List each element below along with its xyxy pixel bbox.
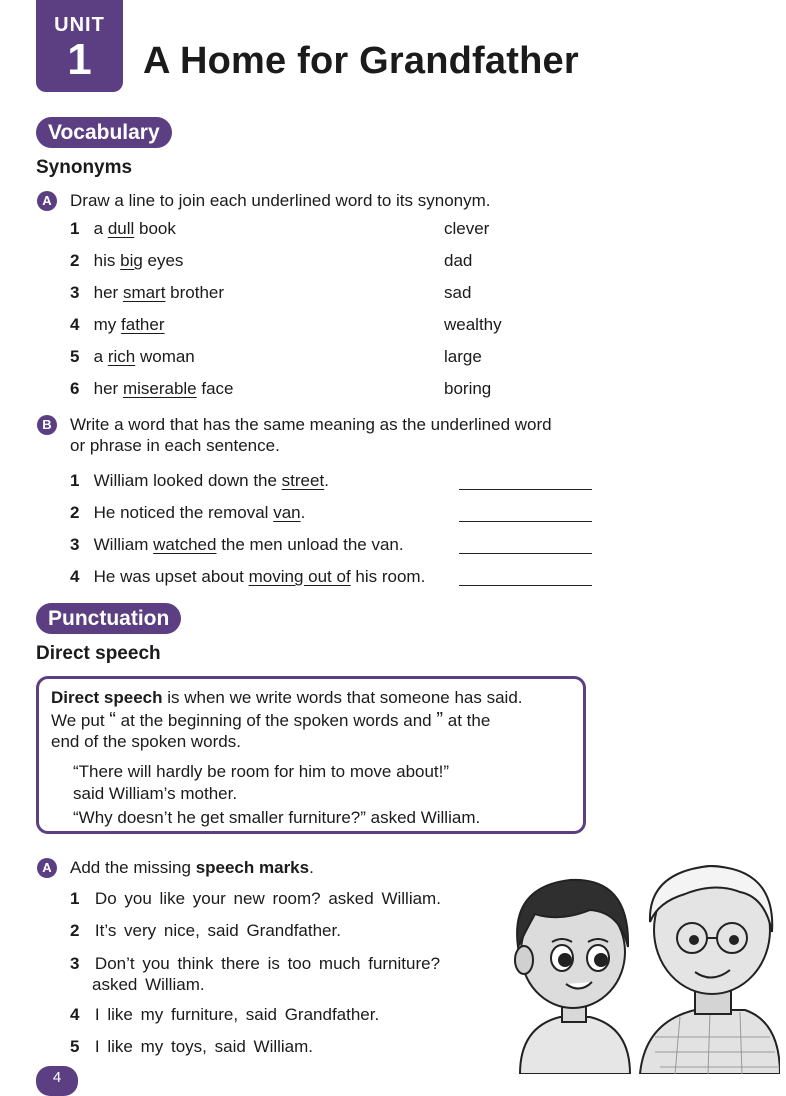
exercise-b-instruction — [70, 414, 552, 456]
answer-line[interactable] — [459, 521, 592, 522]
speech-item: 3 Don’t you think there is too much furniture? asked William. — [70, 954, 441, 994]
synonym-option: sad — [444, 283, 472, 302]
synonym-option: large — [444, 347, 482, 366]
box-line-1: Direct speech is when we write words that someone has said. — [51, 688, 523, 707]
exercise-a-badge: A — [37, 191, 57, 211]
answer-line[interactable] — [459, 553, 592, 554]
answer-line[interactable] — [459, 585, 592, 586]
direct-speech-info-box — [36, 676, 586, 834]
punctuation-a-instruction: Add the missing speech marks. — [70, 858, 314, 877]
page-number: 4 — [36, 1066, 78, 1096]
answer-line[interactable] — [459, 489, 592, 490]
sentence-item: 2 He noticed the removal van. — [70, 503, 306, 522]
example-1 — [73, 761, 449, 805]
sentence-item: 3 William watched the men unload the van. — [70, 535, 404, 554]
unit-number: 1 — [67, 35, 92, 84]
synonym-option: dad — [444, 251, 473, 270]
box-line-3: end of the spoken words. — [51, 732, 241, 751]
vocabulary-pill: Vocabulary — [36, 117, 172, 148]
synonyms-heading: Synonyms — [36, 157, 133, 178]
sentence-item: 1 William looked down the street. — [70, 471, 329, 490]
synonym-item: 3 her smart brother — [70, 283, 225, 302]
synonym-item: 1 a dull book — [70, 219, 176, 238]
unit-label: UNIT — [54, 14, 105, 36]
punctuation-pill: Punctuation — [36, 603, 181, 634]
box-line-2: We put “ at the beginning of the spoken words and ” at the — [51, 709, 491, 731]
direct-speech-heading: Direct speech — [36, 643, 161, 664]
speech-item: 1 Do you like your new room? asked William. — [70, 889, 441, 908]
synonym-item: 5 a rich woman — [70, 347, 195, 366]
instruction-line: Write a word that has the same meaning as the underlined word — [70, 415, 552, 434]
speech-item: 2 It’s very nice, said Grandfather. — [70, 921, 341, 940]
sentence-item: 4 He was upset about moving out of his room. — [70, 567, 426, 586]
instruction-line: or phrase in each sentence. — [70, 436, 280, 455]
exercise-a-instruction: Draw a line to join each underlined word to its synonym. — [70, 191, 491, 210]
grandfather-illustration — [640, 866, 780, 1074]
example-2: “Why doesn’t he get smaller furniture?” asked William. — [73, 808, 481, 827]
page-title: A Home for Grandfather — [143, 40, 579, 82]
synonym-option: clever — [444, 219, 490, 238]
example-line: “There will hardly be room for him to move about!” — [73, 762, 450, 781]
synonym-item: 4 my father — [70, 315, 165, 334]
synonym-item: 6 her miserable face — [70, 379, 234, 398]
boy-illustration — [515, 880, 630, 1074]
boy-and-grandfather-illustration — [480, 852, 780, 1074]
example-line: said William’s mother. — [73, 784, 238, 803]
synonym-item: 2 his big eyes — [70, 251, 184, 270]
unit-tab — [36, 0, 123, 92]
exercise-b-badge: B — [37, 415, 57, 435]
speech-item: 4 I like my furniture, said Grandfather. — [70, 1005, 380, 1024]
punctuation-a-badge: A — [37, 858, 57, 878]
speech-item: 5 I like my toys, said William. — [70, 1037, 314, 1056]
synonym-option: wealthy — [444, 315, 502, 334]
synonym-option: boring — [444, 379, 492, 398]
